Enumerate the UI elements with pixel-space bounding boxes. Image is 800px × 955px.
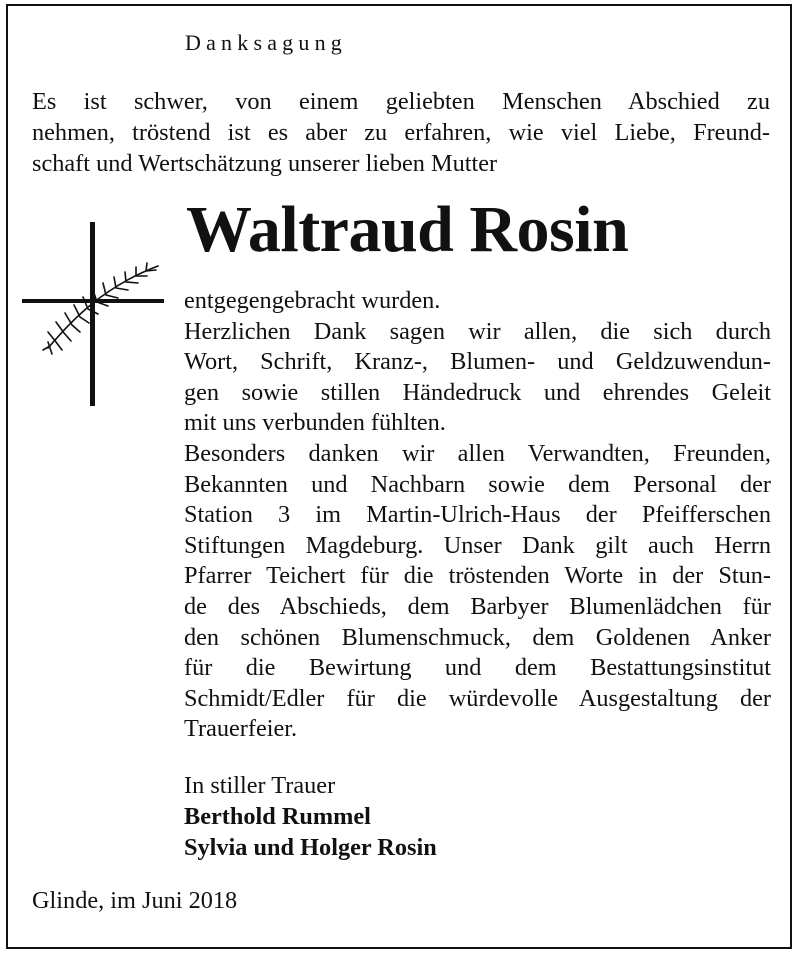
place-date: Glinde, im Juni 2018 xyxy=(32,887,238,914)
body-line: den schönen Blumenschmuck, dem Goldenen Anker xyxy=(184,623,771,651)
body-line: Herzlichen Dank sagen wir allen, die sich durch xyxy=(184,317,771,345)
body-line: für die Bewirtung und dem Bestattungsinstitut xyxy=(184,654,771,682)
body-line: Schmidt/Edler für die würdevolle Ausgestaltung der xyxy=(184,684,771,712)
signature-intro: In stiller Trauer xyxy=(184,772,336,799)
heading: Danksagung xyxy=(185,30,347,55)
intro-line: Es ist schwer, von einem geliebten Menschen Abschied zu xyxy=(32,88,770,115)
thanks-paragraph xyxy=(184,286,771,745)
body-line: Bekannten und Nachbarn sowie dem Personal der xyxy=(184,470,771,498)
intro-line: nehmen, tröstend ist es aber zu erfahren, wie viel Liebe, Freund- xyxy=(32,119,770,146)
body-line: mit uns verbunden fühlten. xyxy=(184,409,446,437)
cross-with-palm-branch-icon xyxy=(20,218,170,408)
intro-paragraph xyxy=(32,86,770,179)
body-line: gen sowie stillen Händedruck und ehrendes Geleit xyxy=(184,378,771,406)
body-line: Besonders danken wir allen Verwandten, Freunden, xyxy=(184,439,771,467)
body-line: Station 3 im Martin-Ulrich-Haus der Pfeifferschen xyxy=(184,501,771,529)
mourner-name: Berthold Rummel xyxy=(184,803,371,830)
deceased-name: Waltraud Rosin xyxy=(186,193,629,266)
body-line: entgegengebracht wurden. xyxy=(184,287,441,314)
mourner-name: Sylvia und Holger Rosin xyxy=(184,834,437,861)
body-line: Stiftungen Magdeburg. Unser Dank gilt auch Herrn xyxy=(184,531,771,559)
body-line: Trauerfeier. xyxy=(184,715,298,743)
body-line: Wort, Schrift, Kranz-, Blumen- und Geldzuwendun- xyxy=(184,348,771,376)
body-line: de des Abschieds, dem Barbyer Blumenlädchen für xyxy=(184,592,771,620)
intro-line: schaft und Wertschätzung unserer lieben Mutter xyxy=(32,150,498,177)
body-line: Pfarrer Teichert für die tröstenden Worte in der Stun- xyxy=(184,562,771,590)
signature-block xyxy=(184,770,437,863)
